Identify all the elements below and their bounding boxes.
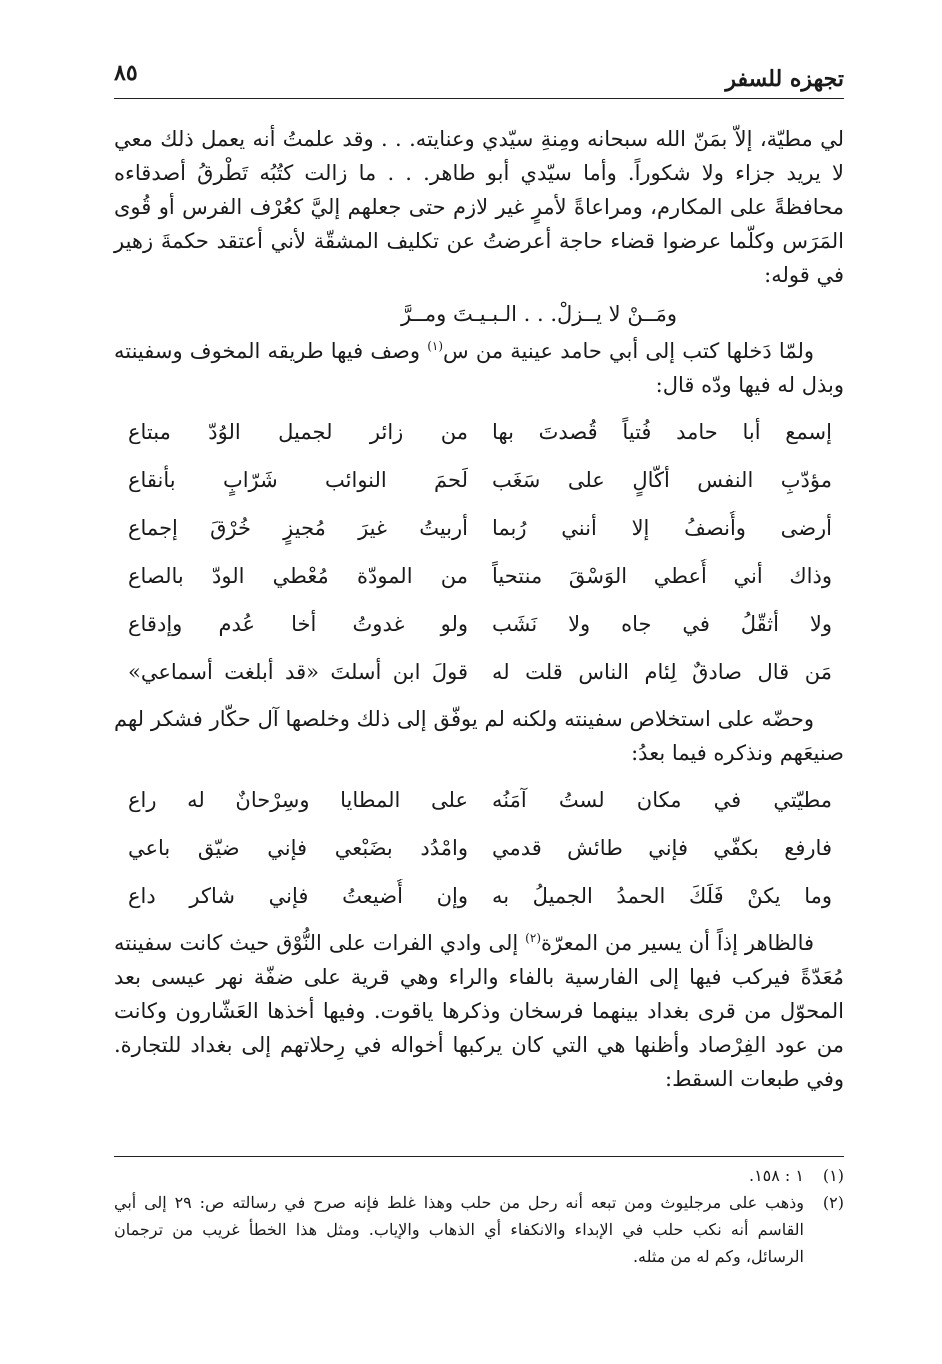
- quoted-verse: ومَــنْ لا يــزلْ. . . الـبـيـتَ ومــرَّ: [401, 302, 677, 326]
- page-number: ٨٥: [114, 60, 138, 86]
- verse-row: [114, 600, 844, 648]
- footnote-1: [114, 1162, 844, 1189]
- footnote-ref-1: (١): [427, 339, 444, 353]
- paragraph-2: [114, 334, 844, 402]
- footnote-ref-2: (٢): [525, 931, 541, 945]
- verse-first-hemistich: ولا أثقّلُ في جاه ولا نَشَب: [492, 612, 832, 636]
- paragraph-3: وحضّه على استخلاص سفينته ولكنه لم يوفّق إلى ذلك وخلصها آل حكّار فشكر لهم صنيعَهم ونذكره فيما بعدُ:: [114, 707, 844, 765]
- verse-first-hemistich: أرضى وأُنصفُ إلا أنني رُبما: [492, 516, 832, 540]
- verse-first-hemistich: وذاك أني أُعطي الوَسْقَ منتحياً: [492, 564, 832, 588]
- footnote-text: ١ : ١٥٨.: [748, 1166, 804, 1185]
- footnote-2: [114, 1189, 844, 1270]
- verse-row: [114, 504, 844, 552]
- verse-second-hemistich: وإن أُضيعتُ فإني شاكر داع: [128, 884, 468, 908]
- footnote-text: وذهب على مرجليوث ومن تبعه أنه رحل من حلب وهذا غلط فإنه صرح في رسالته ص: ٢٩ إلى أبي القاسم أنه نكب حلب في الإبداء والانكفاء أي الذهاب والإياب. ومثل هذا الخطأ غريب من ترجمان الرسائل، وكم له من مثله.: [114, 1193, 805, 1266]
- verse-first-hemistich: مطيّتي في مكان لستُ آمَنُه: [492, 788, 832, 812]
- verse-first-hemistich: إسمع أبا حامد فُتياً قُصدتَ بها: [492, 420, 832, 444]
- paragraph-4-text-b: إلى وادي الفرات على النُّوْق حيث كانت سفينته مُعَدّةً فيركب فيها إلى الفارسية بالفاء والراء وهي قرية على ضفّة نهر عيسى بعد المحوّل من قرى بغداد بينهما فرسخان وذكرها ياقوت. وفيها أخذها العَشّارون وكانت من عود الفِرْصاد وأظنها هي التي كان يركبها أخواله في رِحلاتهم إلى بغداد للتجارة. وفي طبعات السقط:: [114, 931, 844, 1091]
- verse-second-hemistich: لَحمَ النوائب شَرّابٍ بأنقاع: [128, 468, 468, 492]
- verse-first-hemistich: مَن قال صادقٌ لِئام الناس قلت له: [492, 660, 832, 684]
- verse-second-hemistich: من زائر لجميل الوُدّ مبتاع: [128, 420, 468, 444]
- verse-second-hemistich: أربيتُ غيرَ مُجيزٍ خُرْقَ إجماع: [128, 516, 468, 540]
- footnote-divider: [114, 1156, 844, 1157]
- verse-row: [114, 552, 844, 600]
- running-title: تجهزه للسفر: [725, 66, 844, 92]
- verse-row: [114, 648, 844, 696]
- verse-second-hemistich: ولو غدوتُ أخا عُدم وإدقاع: [128, 612, 468, 636]
- paragraph-4: [114, 926, 844, 1096]
- paragraph-1: لي مطيّة، إلاّ بمَنّ الله سبحانه ومِنةِ سيّدي وعنايته. . . وقد علمتُ أنه يعمل ذلك معي لا يريد جزاء ولا شكوراً. وأما سيّدي أبو طاهر. . . ما زالت كتُبُه تَطْرقُ أصدقاءه محافظةً على المكارم، ومراعاةً لأمرٍ غير لازم حتى جعلهم إليَّ كعُرْف الفرس أو قُوى المَرَس وكلّما عرضوا قضاء حاجة أعرضتُ عن تكليف المشقّة لأني أعتقد حكمةَ زهير في قوله:: [114, 127, 844, 287]
- verse-row: [114, 872, 844, 920]
- verse-second-hemistich: على المطايا وسِرْحانٌ له راع: [128, 788, 468, 812]
- verse-second-hemistich: قولَ ابن أسلتَ «قد أبلغت أسماعي»: [128, 660, 468, 684]
- verse-first-hemistich: فارفع بكفّي فإني طائش قدمي: [492, 836, 832, 860]
- paragraph-2-text-b: وصف فيها طريقه المخوف وسفينته وبذل له فيها ودّه قال:: [114, 339, 844, 397]
- verse-row: [114, 408, 844, 456]
- verse-row: [114, 824, 844, 872]
- verse-second-hemistich: وامْدُد بضَبْعي فإني ضيّق باعي: [128, 836, 468, 860]
- page-header: [114, 58, 844, 99]
- footnote-marker: (٢): [822, 1193, 844, 1212]
- paragraph-2-text-a: ولمّا دَخلها كتب إلى أبي حامد عينية من س: [443, 339, 814, 363]
- paragraph-4-text-a: فالظاهر إذاً أن يسير من المعرّة: [541, 931, 814, 955]
- verse-first-hemistich: مؤدّبِ النفس أكّالٍ على سَغَب: [492, 468, 832, 492]
- footnote-marker: (١): [822, 1166, 844, 1185]
- verse-second-hemistich: من المودّة مُعْطي الودّ بالصاع: [128, 564, 468, 588]
- body-text: [114, 122, 844, 1096]
- verse-first-hemistich: وما يكنْ فَلَكَ الحمدُ الجميلُ به: [492, 884, 832, 908]
- footnotes: [114, 1162, 844, 1270]
- poem-2: [114, 776, 844, 920]
- verse-row: [114, 776, 844, 824]
- poem-1: [114, 408, 844, 696]
- verse-row: [114, 456, 844, 504]
